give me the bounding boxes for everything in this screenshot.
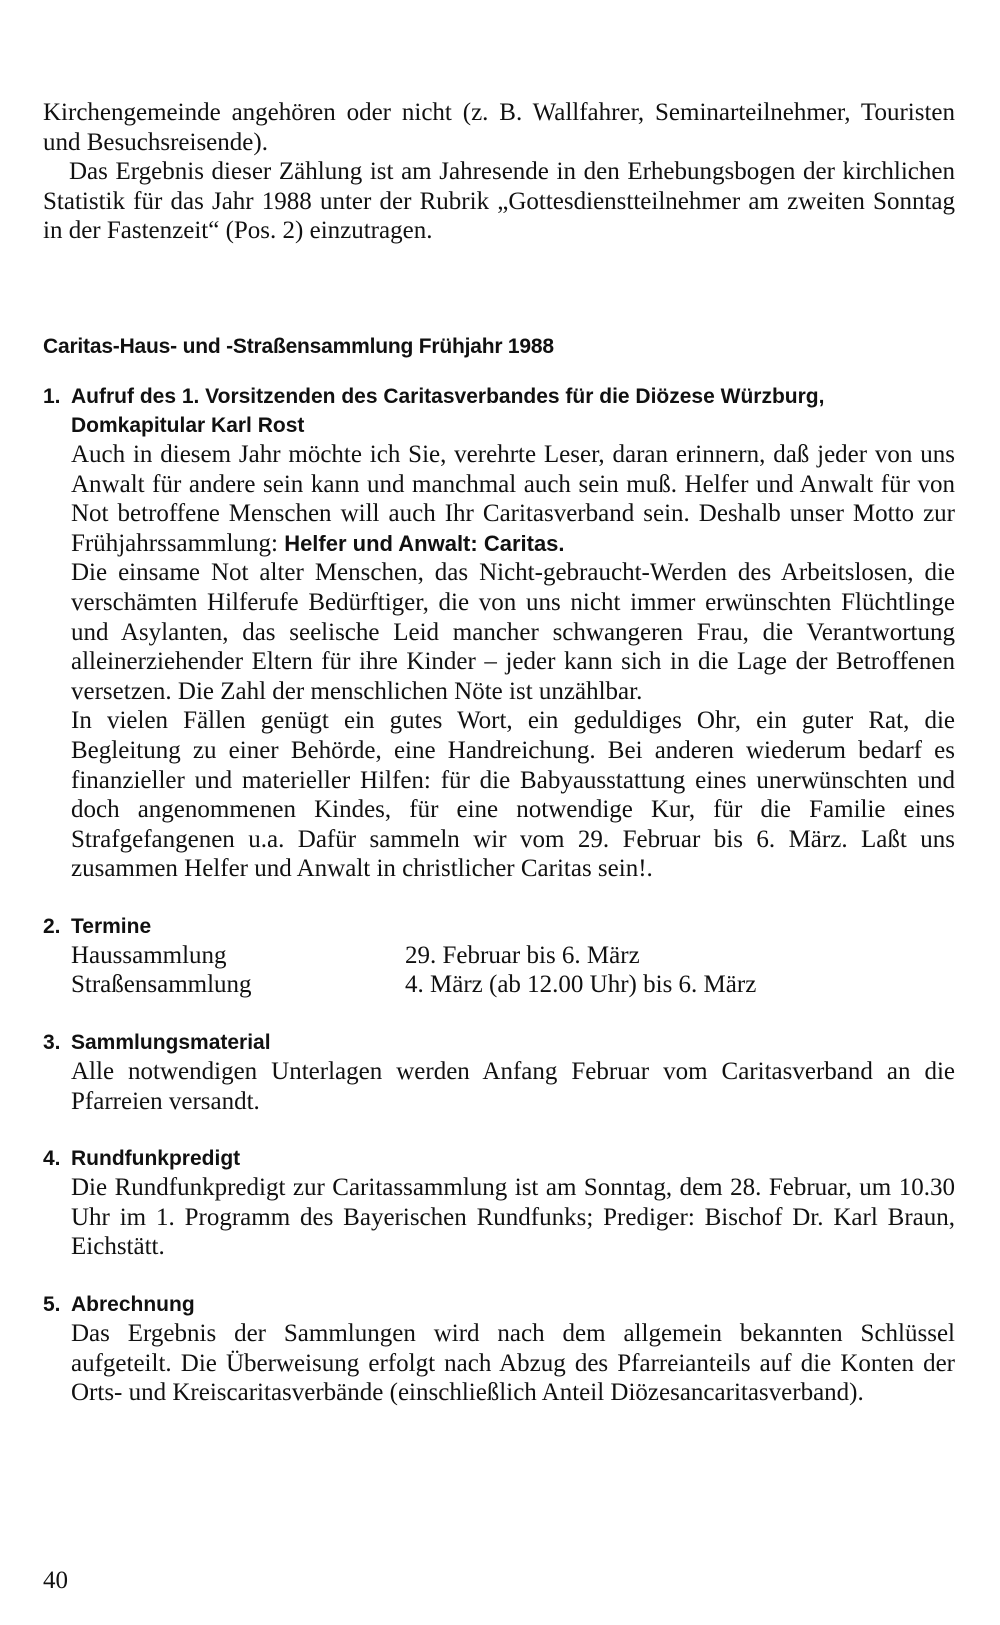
item-2-heading: Termine <box>71 914 152 938</box>
item-1 <box>43 382 955 884</box>
item-3-heading: Sammlungsmaterial <box>71 1031 271 1055</box>
item-4-number: 4. <box>43 1147 61 1171</box>
intro-paragraph-2: Das Ergebnis dieser Zählung ist am Jahresende in den Erhebungsbogen der kirchlichen Statistik für das Jahr 1988 unter der Rubrik „Gottesdienstteilnehmer am zweiten Sonntag in der Fastenzeit“ (Pos. 2) einzutragen. <box>43 158 955 245</box>
termine-label: Straßensammlung <box>71 971 252 999</box>
termine-value: 4. März (ab 12.00 Uhr) bis 6. März <box>405 971 757 999</box>
page-number: 40 <box>43 1567 68 1594</box>
intro-paragraph-1: Kirchengemeinde angehören oder nicht (z. B. Wallfahrer, Seminarteilnehmer, Touristen und Besuchsreisende). <box>43 99 955 156</box>
document-page <box>43 98 955 1408</box>
termine-label: Haussammlung <box>71 941 227 969</box>
item-5-heading: Abrechnung <box>71 1293 195 1317</box>
item-2-number: 2. <box>43 914 61 938</box>
item-1-paragraph-3: In vielen Fällen genügt ein gutes Wort, ein geduldiges Ohr, ein guter Rat, die Begleitung zu einer Behörde, eine Handreichung. Bei anderen wiederum bedarf es finanzieller und materieller Hilfen: für die Babyausstattung eines unerwünschten und doch angenommenen Kindes, für eine notwendige Kur, für die Familie eines Strafgefangenen u.a. Dafür sammeln wir vom 29. Februar bis 6. März. Laßt uns zusammen Helfer und Anwalt in christlicher Caritas sein!. <box>71 707 955 883</box>
section-title: Caritas-Haus- und -Straßensammlung Frühjahr 1988 <box>43 334 554 358</box>
item-2 <box>43 912 955 1000</box>
item-5 <box>43 1290 955 1408</box>
item-5-number: 5. <box>43 1293 61 1317</box>
termine-row <box>71 941 955 971</box>
item-1-paragraph-1 <box>71 440 955 558</box>
item-3 <box>43 1028 955 1116</box>
item-4 <box>43 1144 955 1262</box>
item-1-paragraph-1-text: Auch in diesem Jahr möchte ich Sie, verehrte Leser, daran erinnern, daß jeder von uns Anwalt für andere sein kann und manchmal auch sein muß. Helfer und Anwalt für von Not betroffene Menschen will auch Ihr Caritasverband sein. Deshalb unser Motto zur Frühjahrssammlung: <box>71 440 955 557</box>
item-4-heading: Rundfunkpredigt <box>71 1147 241 1171</box>
item-5-text: Das Ergebnis der Sammlungen wird nach dem allgemein bekannten Schlüssel aufgeteilt. Die Überweisung erfolgt nach Abzug des Pfarreianteils auf die Konten der Orts- und Kreiscaritasverbände (einschließlich Anteil Diözesancaritasverband). <box>71 1320 955 1407</box>
item-1-heading-line-1: Aufruf des 1. Vorsitzenden des Caritasverbandes für die Diözese Würzburg, <box>71 384 825 408</box>
termine-value: 29. Februar bis 6. März <box>405 941 640 969</box>
item-1-heading-line-2: Domkapitular Karl Rost <box>71 413 305 437</box>
item-3-text: Alle notwendigen Unterlagen werden Anfang Februar vom Caritasverband an die Pfarreien versandt. <box>71 1058 955 1115</box>
item-1-paragraph-2: Die einsame Not alter Menschen, das Nicht-gebraucht-Werden des Arbeitslosen, die verschämten Hilferufe Bedürftiger, die von uns nicht immer erwünschten Flüchtlinge und Asylanten, das seelische Leid mancher schwangeren Frau, die Verantwortung alleinerziehender Eltern für ihre Kinder – jeder kann sich in die Lage der Betroffenen versetzen. Die Zahl der menschlichen Nöte ist unzählbar. <box>71 559 955 705</box>
termine-row <box>71 970 955 1000</box>
item-4-text: Die Rundfunkpredigt zur Caritassammlung ist am Sonntag, dem 28. Februar, um 10.30 Uhr im 1. Programm des Bayerischen Rundfunks; Prediger: Bischof Dr. Karl Braun, Eichstätt. <box>71 1174 955 1261</box>
item-1-number: 1. <box>43 384 61 408</box>
item-1-motto: Helfer und Anwalt: Caritas. <box>284 530 565 556</box>
item-3-number: 3. <box>43 1031 61 1055</box>
